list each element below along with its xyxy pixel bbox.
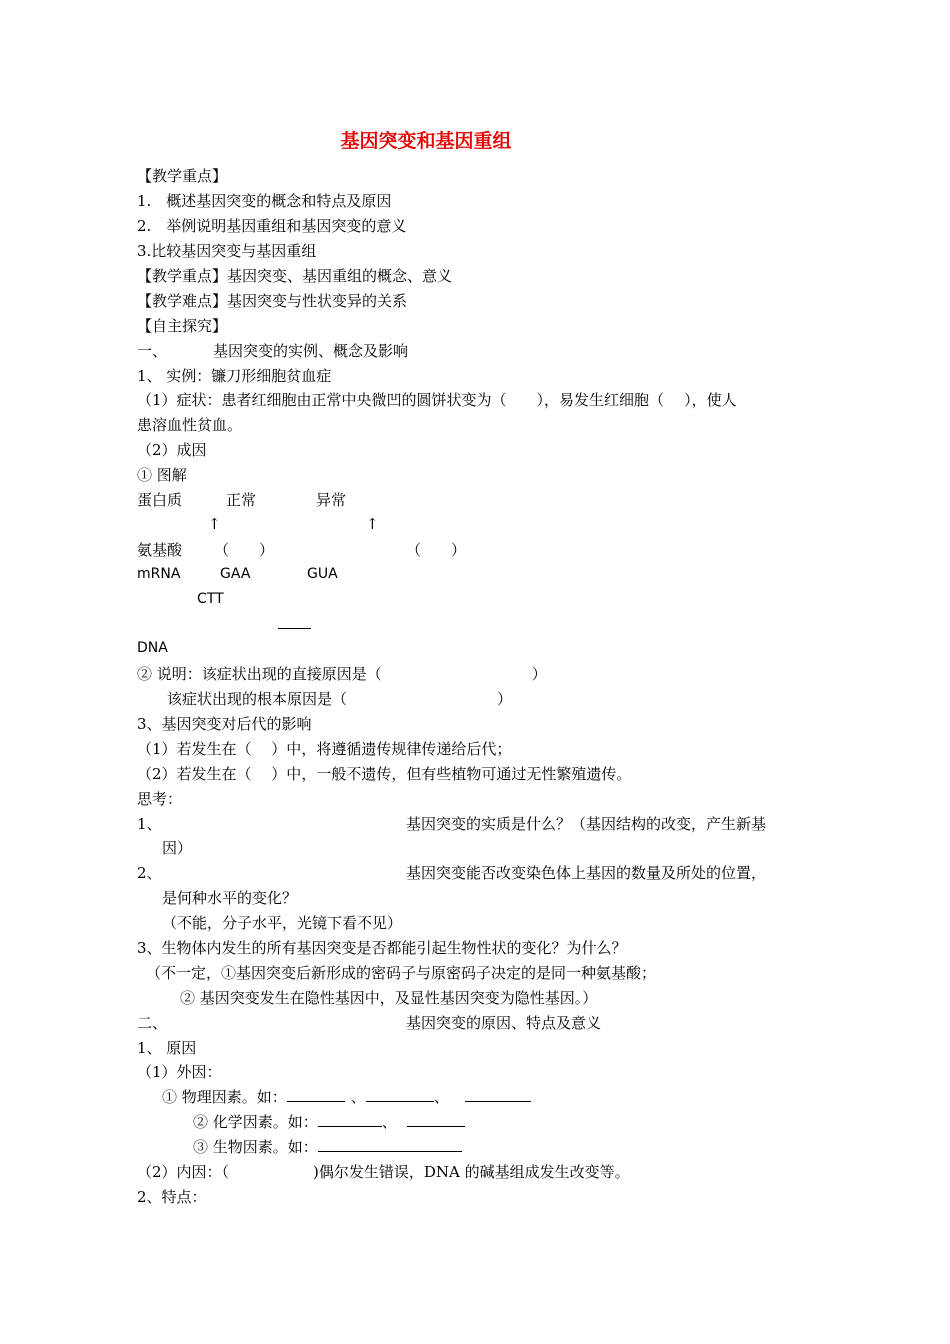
fill-blank[interactable]: [318, 1112, 382, 1127]
arrow-up-icon: ↑: [366, 515, 379, 533]
document-title: 基因突变和基因重组: [340, 130, 512, 152]
text-line: 3、基因突变对后代的影响: [137, 715, 312, 733]
internal-cause-line: [137, 1162, 630, 1182]
section-heading-self-study: 【自主探究】: [137, 317, 228, 335]
arrow-up-icon: ↑: [208, 515, 221, 533]
text-segment: ），易发生红细胞（: [536, 391, 665, 409]
diagram-dna-label: DNA: [137, 640, 168, 656]
text-segment: ② 说明：该症状出现的直接原因是（: [137, 665, 382, 683]
text-line: 1、 实例：镰刀形细胞贫血症: [137, 367, 332, 385]
list-item: 3.比较基因突变与基因重组: [137, 242, 317, 260]
fill-blank[interactable]: [465, 1087, 531, 1102]
question-text: 基因突变能否改变染色体上基因的数量及所处的位置，: [406, 864, 767, 882]
key-points-line: 【教学重点】基因突变、基因重组的概念、意义: [137, 267, 453, 285]
question-text-cont: 因）: [162, 839, 193, 857]
list-item: 1. 概述基因突变的概念和特点及原因: [137, 192, 392, 210]
text-segment: ），使人: [684, 391, 737, 409]
fill-blank[interactable]: [318, 1137, 462, 1152]
explanation-root-cause: [167, 689, 512, 709]
answer-text: （不一定，①基因突变后新形成的密码子与原密码子决定的是同一种氨基酸；: [146, 964, 657, 982]
section-title: 基因突变的实例、概念及影响: [213, 342, 409, 360]
symptom-line: [137, 390, 737, 410]
text-line: ① 图解: [137, 466, 187, 484]
text-segment: 、: [350, 1088, 366, 1106]
diagram-codon-normal: GAA: [220, 566, 251, 582]
section-number: 一、: [137, 342, 168, 360]
physical-factors-line: [162, 1087, 531, 1107]
diagram-codon-abnormal: GUA: [307, 566, 338, 582]
diagram-abnormal-label: 异常: [316, 491, 347, 509]
text-segment: 该症状出现的根本原因是（: [167, 690, 348, 708]
question-number: 1、: [137, 815, 162, 833]
question-number: 2、: [137, 864, 162, 882]
diagram-protein-label: 蛋白质: [137, 491, 183, 509]
question-text-cont: 是何种水平的变化？: [162, 889, 298, 907]
text-segment: （2）内因：（: [137, 1163, 230, 1181]
think-heading: 思考：: [137, 790, 183, 808]
difficulty-line: 【教学难点】基因突变与性状变异的关系: [137, 292, 408, 310]
text-line: （2）若发生在（ ）中，一般不遗传，但有些植物可通过无性繁殖遗传。: [137, 765, 632, 783]
text-segment: 、: [381, 1113, 397, 1131]
diagram-dna-strand: CTT: [197, 591, 224, 607]
fill-blank[interactable]: [407, 1112, 465, 1127]
fill-blank[interactable]: [287, 1087, 345, 1102]
diagram-blank: （ ）: [214, 541, 275, 559]
question-text: 基因突变的实质是什么？（基因结构的改变，产生新基: [406, 815, 767, 833]
question-text: 3、生物体内发生的所有基因突变是否都能引起生物性状的变化？为什么？: [137, 939, 627, 957]
text-segment: ① 物理因素。如：: [162, 1088, 287, 1106]
text-line: （1）若发生在（ ）中，将遵循遗传规律传递给后代；: [137, 740, 512, 758]
text-segment: ② 化学因素。如：: [193, 1113, 318, 1131]
text-line: 患溶血性贫血。: [137, 416, 243, 434]
chemical-factors-line: [193, 1112, 465, 1132]
text-segment: ）: [531, 665, 547, 683]
text-segment: （1）症状：患者红细胞由正常中央微凹的圆饼状变为（: [137, 391, 507, 409]
biological-factors-line: [193, 1137, 462, 1157]
section-title: 基因突变的原因、特点及意义: [406, 1014, 602, 1032]
section-one-heading: [137, 341, 408, 361]
diagram-dna-blank-line: [278, 628, 311, 629]
section-heading-key-points: 【教学重点】: [137, 167, 228, 185]
answer-text: ② 基因突变发生在隐性基因中，及显性基因突变为隐性基因。）: [180, 989, 598, 1007]
section-number: 二、: [137, 1014, 168, 1032]
text-line: （1）外因：: [137, 1063, 222, 1081]
diagram-amino-acid-label: 氨基酸: [137, 541, 183, 559]
text-line: （2）成因: [137, 441, 207, 459]
explanation-direct-cause: [137, 664, 547, 684]
text-segment: ）: [497, 690, 513, 708]
text-segment: )偶尔发生错误，DNA 的碱基组成发生改变等。: [313, 1163, 630, 1181]
text-segment: ③ 生物因素。如：: [193, 1138, 318, 1156]
diagram-blank: （ ）: [406, 541, 467, 559]
text-segment: 、: [433, 1088, 449, 1106]
text-line: 1、 原因: [137, 1039, 197, 1057]
diagram-mrna-label: mRNA: [137, 566, 181, 582]
diagram-normal-label: 正常: [226, 491, 257, 509]
fill-blank[interactable]: [366, 1087, 434, 1102]
answer-text: （不能，分子水平，光镜下看不见）: [162, 914, 403, 932]
list-item: 2. 举例说明基因重组和基因突变的意义: [137, 217, 407, 235]
text-line: 2、特点：: [137, 1188, 207, 1206]
